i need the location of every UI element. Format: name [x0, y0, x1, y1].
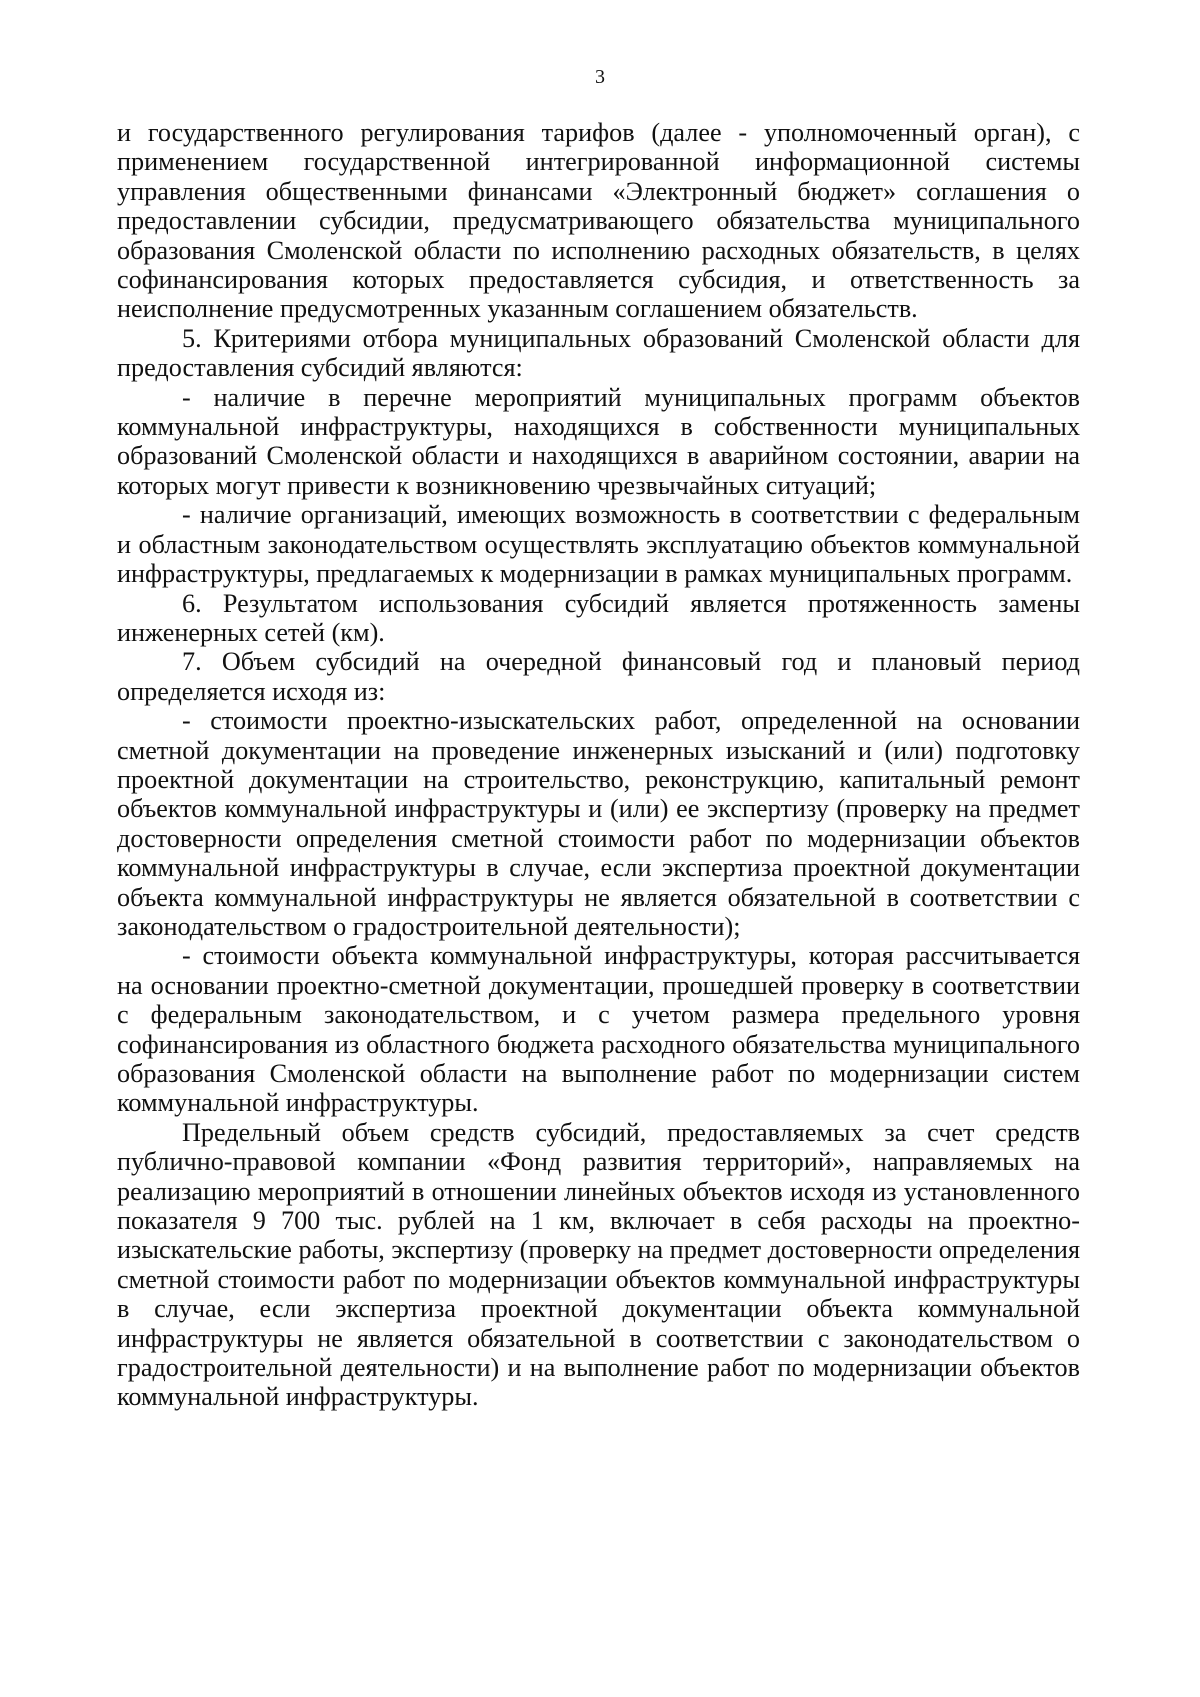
paragraph-item-6: 6. Результатом использования субсидий является протяженность замены инженерных сетей (км). [117, 588, 1080, 647]
page-number: 3 [595, 66, 605, 88]
paragraph-limit-volume: Предельный объем средств субсидий, предоставляемых за счет средств публично-правовой компании «Фонд развития территорий», направляемых на реализацию мероприятий в отношении линейных объектов исходя из установленного показателя 9 700 тыс. рублей на 1 км, включает в себя расходы на проектно-изыскательские работы, экспертизу (проверку на предмет достоверности определения сметной стоимости работ по модернизации объектов коммунальной инфраструктуры в случае, если экспертиза проектной документации объекта коммунальной инфраструктуры не является обязательной в соответствии с законодательством о градостроительной деятельности) и на выполнение работ по модернизации объектов коммунальной инфраструктуры. [117, 1117, 1080, 1412]
paragraph-criterion-1: - наличие в перечне мероприятий муниципальных программ объектов коммунальной инфраструктуры, находящихся в собственности муниципальных образований Смоленской области и находящихся в аварийном состоянии, аварии на которых могут привести к возникновению чрезвычайных ситуаций; [117, 382, 1080, 500]
paragraph-item-7: 7. Объем субсидий на очередной финансовый год и плановый период определяется исходя из: [117, 647, 1080, 706]
paragraph-cost-design: - стоимости проектно-изыскательских работ, определенной на основании сметной документации на проведение инженерных изысканий и (или) подготовку проектной документации на строительство, реконструкцию, капитальный ремонт объектов коммунальной инфраструктуры и (или) ее экспертизу (проверку на предмет достоверности определения сметной стоимости работ по модернизации объектов коммунальной инфраструктуры в случае, если экспертиза проектной документации объекта коммунальной инфраструктуры не является обязательной в соответствии с законодательством о градостроительной деятельности); [117, 706, 1080, 941]
paragraph-continuation: и государственного регулирования тарифов (далее - уполномоченный орган), с применением государственной интегрированной информационной системы управления общественными финансами «Электронный бюджет» соглашения о предоставлении субсидии, предусматривающего обязательства муниципального образования Смоленской области по исполнению расходных обязательств, в целях софинансирования которых предоставляется субсидия, и ответственность за неисполнение предусмотренных указанным соглашением обязательств. [117, 118, 1080, 324]
document-body [117, 118, 1080, 1412]
paragraph-criterion-2: - наличие организаций, имеющих возможность в соответствии с федеральным и областным законодательством осуществлять эксплуатацию объектов коммунальной инфраструктуры, предлагаемых к модернизации в рамках муниципальных программ. [117, 500, 1080, 589]
paragraph-cost-object: - стоимости объекта коммунальной инфраструктуры, которая рассчитывается на основании проектно-сметной документации, прошедшей проверку в соответствии с федеральным законодательством, и с учетом размера предельного уровня софинансирования из областного бюджета расходного обязательства муниципального образования Смоленской области на выполнение работ по модернизации систем коммунальной инфраструктуры. [117, 941, 1080, 1118]
paragraph-item-5: 5. Критериями отбора муниципальных образований Смоленской области для предоставления субсидий являются: [117, 323, 1080, 383]
